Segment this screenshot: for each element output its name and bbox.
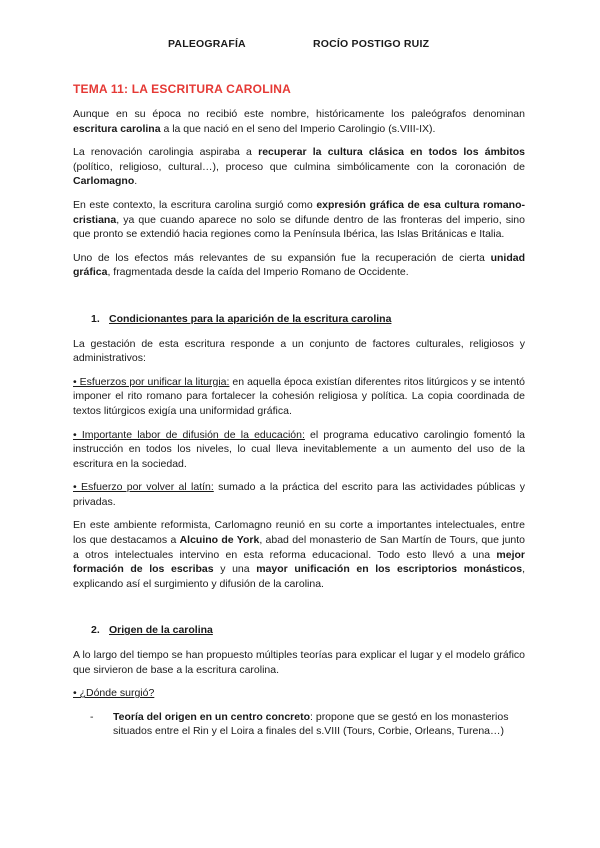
dash-marker: -: [90, 710, 94, 723]
section-1-item-liturgy: • Esfuerzos por unificar la liturgia: en aquella época existían diferentes ritos litúrgicos y se intentó imponer el rito romano para fortalecer la cohesión religiosa y política. La copia coordinada de textos litúrgicos exigía una uniformidad gráfica.: [73, 375, 525, 417]
page-title: TEMA 11: LA ESCRITURA CAROLINA: [73, 82, 292, 96]
document-body: [73, 107, 525, 739]
section-1-item-latin: • Esfuerzo por volver al latín: sumado a la práctica del escrito para las actividades públicas y privadas.: [73, 481, 525, 508]
dash-item-text: Teoría del origen en un centro concreto: propone que se gestó en los monasterios situados entre el Rin y el Loira a finales del s.VIII (Tours, Corbie, Orleans, Turena…): [113, 710, 509, 738]
section-2-title: Origen de la carolina: [109, 624, 213, 637]
section-1-item-education: • Importante labor de difusión de la educación: el programa educativo carolingio fomentó la instrucción en todos los niveles, lo cual lleva inevitablemente a un aumento del uso de la escritura en la sociedad.: [73, 428, 525, 470]
intro-paragraph-2: La renovación carolingia aspiraba a recuperar la cultura clásica en todos los ámbitos (político, religioso, cultural…), proceso que culmina simbólicamente con la coronación de Carlomagno.: [73, 146, 525, 188]
intro-paragraph-3: En este contexto, la escritura carolina surgió como expresión gráfica de esa cultura romano-cristiana, ya que cuando aparece no solo se difunde dentro de las fronteras del imperio, sino que pronto se extendió hacia regiones como la Península Ibérica, las Islas Británicas e Italia.: [73, 198, 525, 241]
section-1-paragraph-2: En este ambiente reformista, Carlomagno reunió en su corte a importantes intelectuales, entre los que destacamos a Alcuino de York, abad del monasterio de San Martín de Tours, que junto a otros intelectuales intervino en esta reforma educacional. Todo esto llevó a una mejor formación de los escribas y una mayor unificación en los escriptorios monásticos, explicando así el surgimiento y difusión de la carolina.: [73, 519, 526, 590]
section-1-number: 1.: [91, 312, 100, 325]
intro-paragraph-4: Uno de los efectos más relevantes de su expansión fue la recuperación de cierta unidad gráfica, fragmentada desde la caída del Imperio Romano de Occidente.: [73, 251, 525, 279]
section-1-paragraph-1: La gestación de esta escritura responde a un conjunto de factores culturales, religiosos y administrativos:: [73, 337, 525, 365]
section-1-heading: [73, 312, 525, 327]
section-2-paragraph-1: A lo largo del tiempo se han propuesto múltiples teorías para explicar el lugar y el modelo gráfico que sirvieron de base a la escritura carolina.: [73, 649, 525, 676]
header-subject: PALEOGRAFÍA: [168, 38, 246, 50]
section-1-title: Condicionantes para la aparición de la escritura carolina: [109, 312, 392, 325]
section-2-heading: [73, 623, 525, 638]
intro-paragraph-1: Aunque en su época no recibió este nombre, históricamente los paleógrafos denominan escritura carolina a la que nació en el seno del Imperio Carolingio (s.VIII-IX).: [73, 108, 525, 135]
section-2-question: • ¿Dónde surgió?: [73, 687, 155, 700]
section-2-dash-item: [90, 710, 525, 739]
section-2-number: 2.: [91, 624, 100, 637]
header-author: ROCÍO POSTIGO RUIZ: [313, 38, 430, 50]
